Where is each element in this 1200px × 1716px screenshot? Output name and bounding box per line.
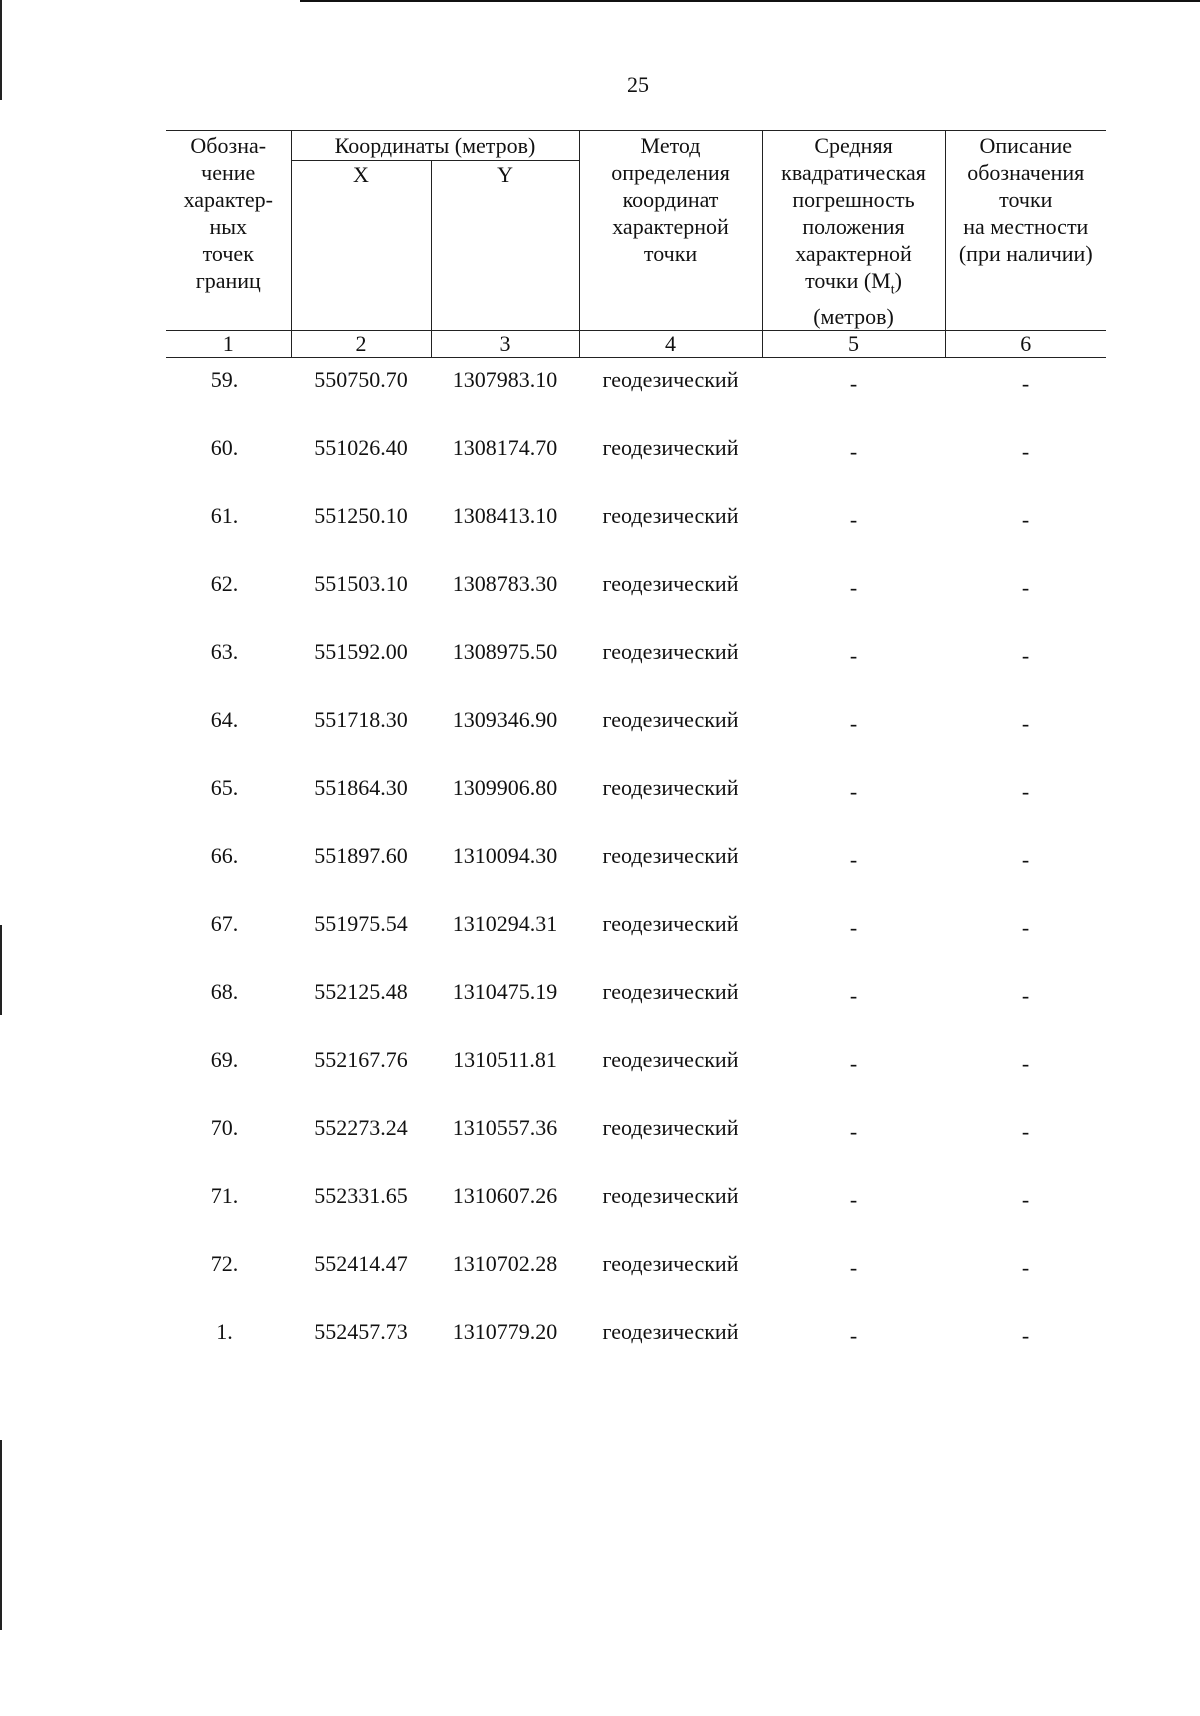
error-cell: - (849, 1255, 858, 1281)
method-cell: геодезический (602, 1319, 739, 1345)
x-coordinate-cell: 552125.48 (314, 979, 408, 1005)
scan-border-left (0, 1440, 2, 1630)
x-coordinate-cell: 551718.30 (314, 707, 408, 733)
description-cell: - (1021, 983, 1030, 1009)
y-coordinate-cell: 1308975.50 (452, 639, 558, 665)
error-cell: - (849, 915, 858, 941)
error-cell: - (849, 847, 858, 873)
column-number: 2 (291, 331, 431, 358)
header-mean-square-error (762, 131, 945, 331)
error-cell: - (849, 1187, 858, 1213)
table-row (166, 766, 1106, 834)
column-number: 1 (166, 331, 291, 358)
point-cell: 1. (216, 1319, 233, 1345)
error-cell: - (849, 1119, 858, 1145)
description-cell: - (1021, 1051, 1030, 1077)
table-row (166, 902, 1106, 970)
point-cell: 67. (210, 911, 239, 937)
x-coordinate-cell: 550750.70 (314, 367, 408, 393)
table-row (166, 1106, 1106, 1174)
header-point-designation: Обозна- чение характер- ных точек границ (166, 131, 291, 331)
description-cell: - (1021, 371, 1030, 397)
header-description: Описание обозначения точки на местности (при наличии) (945, 131, 1106, 331)
header-y: Y (431, 161, 579, 331)
error-cell: - (849, 1051, 858, 1077)
description-cell: - (1021, 507, 1030, 533)
y-coordinate-cell: 1310475.19 (452, 979, 558, 1005)
table-row (166, 358, 1106, 427)
header-x: X (291, 161, 431, 331)
header-error-subscript: t (890, 282, 895, 298)
table-row (166, 970, 1106, 1038)
column-number-row (166, 331, 1106, 358)
column-number: 6 (945, 331, 1106, 358)
point-cell: 64. (210, 707, 239, 733)
x-coordinate-cell: 551897.60 (314, 843, 408, 869)
point-cell: 70. (210, 1115, 239, 1141)
column-number: 4 (579, 331, 762, 358)
method-cell: геодезический (602, 1047, 739, 1073)
description-cell: - (1021, 711, 1030, 737)
scan-border-top (300, 0, 1200, 2)
table-row (166, 834, 1106, 902)
description-cell: - (1021, 1187, 1030, 1213)
description-cell: - (1021, 439, 1030, 465)
method-cell: геодезический (602, 1183, 739, 1209)
method-cell: геодезический (602, 979, 739, 1005)
error-cell: - (849, 507, 858, 533)
error-cell: - (849, 371, 858, 397)
method-cell: геодезический (602, 503, 739, 529)
table-row (166, 562, 1106, 630)
point-cell: 68. (210, 979, 239, 1005)
y-coordinate-cell: 1310607.26 (452, 1183, 558, 1209)
x-coordinate-cell: 551250.10 (314, 503, 408, 529)
y-coordinate-cell: 1308413.10 (452, 503, 558, 529)
error-cell: - (849, 1323, 858, 1349)
point-cell: 66. (210, 843, 239, 869)
point-cell: 62. (210, 571, 239, 597)
table-row (166, 494, 1106, 562)
y-coordinate-cell: 1310779.20 (452, 1319, 558, 1345)
point-cell: 65. (210, 775, 239, 801)
description-cell: - (1021, 915, 1030, 941)
description-cell: - (1021, 575, 1030, 601)
x-coordinate-cell: 551975.54 (314, 911, 408, 937)
point-cell: 61. (210, 503, 239, 529)
x-coordinate-cell: 552331.65 (314, 1183, 408, 1209)
y-coordinate-cell: 1310557.36 (452, 1115, 558, 1141)
header-error-tail: ) (метров) (813, 268, 902, 330)
point-cell: 69. (210, 1047, 239, 1073)
error-cell: - (849, 643, 858, 669)
description-cell: - (1021, 1323, 1030, 1349)
header-method: Метод определения координат характерной точки (579, 131, 762, 331)
method-cell: геодезический (602, 911, 739, 937)
method-cell: геодезический (602, 1251, 739, 1277)
table-row (166, 698, 1106, 766)
x-coordinate-cell: 552273.24 (314, 1115, 408, 1141)
x-coordinate-cell: 551026.40 (314, 435, 408, 461)
header-coordinates: Координаты (метров) (291, 131, 579, 161)
method-cell: геодезический (602, 435, 739, 461)
header-error-text: Средняя квадратическая погрешность положения характерной точки (M (781, 133, 926, 293)
error-cell: - (849, 439, 858, 465)
page-number: 25 (627, 72, 649, 97)
x-coordinate-cell: 551503.10 (314, 571, 408, 597)
table-row (166, 1038, 1106, 1106)
point-cell: 71. (210, 1183, 239, 1209)
point-cell: 60. (210, 435, 239, 461)
y-coordinate-cell: 1308783.30 (452, 571, 558, 597)
point-cell: 72. (210, 1251, 239, 1277)
y-coordinate-cell: 1310511.81 (453, 1047, 557, 1073)
description-cell: - (1021, 1255, 1030, 1281)
y-coordinate-cell: 1307983.10 (452, 367, 558, 393)
method-cell: геодезический (602, 367, 739, 393)
point-cell: 59. (210, 367, 239, 393)
table-row (166, 1310, 1106, 1378)
y-coordinate-cell: 1309346.90 (452, 707, 558, 733)
table-row (166, 630, 1106, 698)
column-number: 3 (431, 331, 579, 358)
scan-border-left (0, 925, 2, 1015)
x-coordinate-cell: 551864.30 (314, 775, 408, 801)
error-cell: - (849, 983, 858, 1009)
coordinates-table (166, 130, 1106, 1378)
error-cell: - (849, 779, 858, 805)
method-cell: геодезический (602, 775, 739, 801)
y-coordinate-cell: 1310294.31 (452, 911, 558, 937)
method-cell: геодезический (602, 639, 739, 665)
error-cell: - (849, 711, 858, 737)
error-cell: - (849, 575, 858, 601)
method-cell: геодезический (602, 843, 739, 869)
description-cell: - (1021, 779, 1030, 805)
x-coordinate-cell: 551592.00 (314, 639, 408, 665)
x-coordinate-cell: 552167.76 (314, 1047, 408, 1073)
table-row (166, 426, 1106, 494)
table-row (166, 1242, 1106, 1310)
column-number: 5 (762, 331, 945, 358)
description-cell: - (1021, 1119, 1030, 1145)
method-cell: геодезический (602, 1115, 739, 1141)
y-coordinate-cell: 1310702.28 (452, 1251, 558, 1277)
method-cell: геодезический (602, 571, 739, 597)
point-cell: 63. (210, 639, 239, 665)
y-coordinate-cell: 1309906.80 (452, 775, 558, 801)
x-coordinate-cell: 552457.73 (314, 1319, 408, 1345)
table-row (166, 1174, 1106, 1242)
description-cell: - (1021, 643, 1030, 669)
method-cell: геодезический (602, 707, 739, 733)
y-coordinate-cell: 1308174.70 (452, 435, 558, 461)
x-coordinate-cell: 552414.47 (314, 1251, 408, 1277)
y-coordinate-cell: 1310094.30 (452, 843, 558, 869)
description-cell: - (1021, 847, 1030, 873)
